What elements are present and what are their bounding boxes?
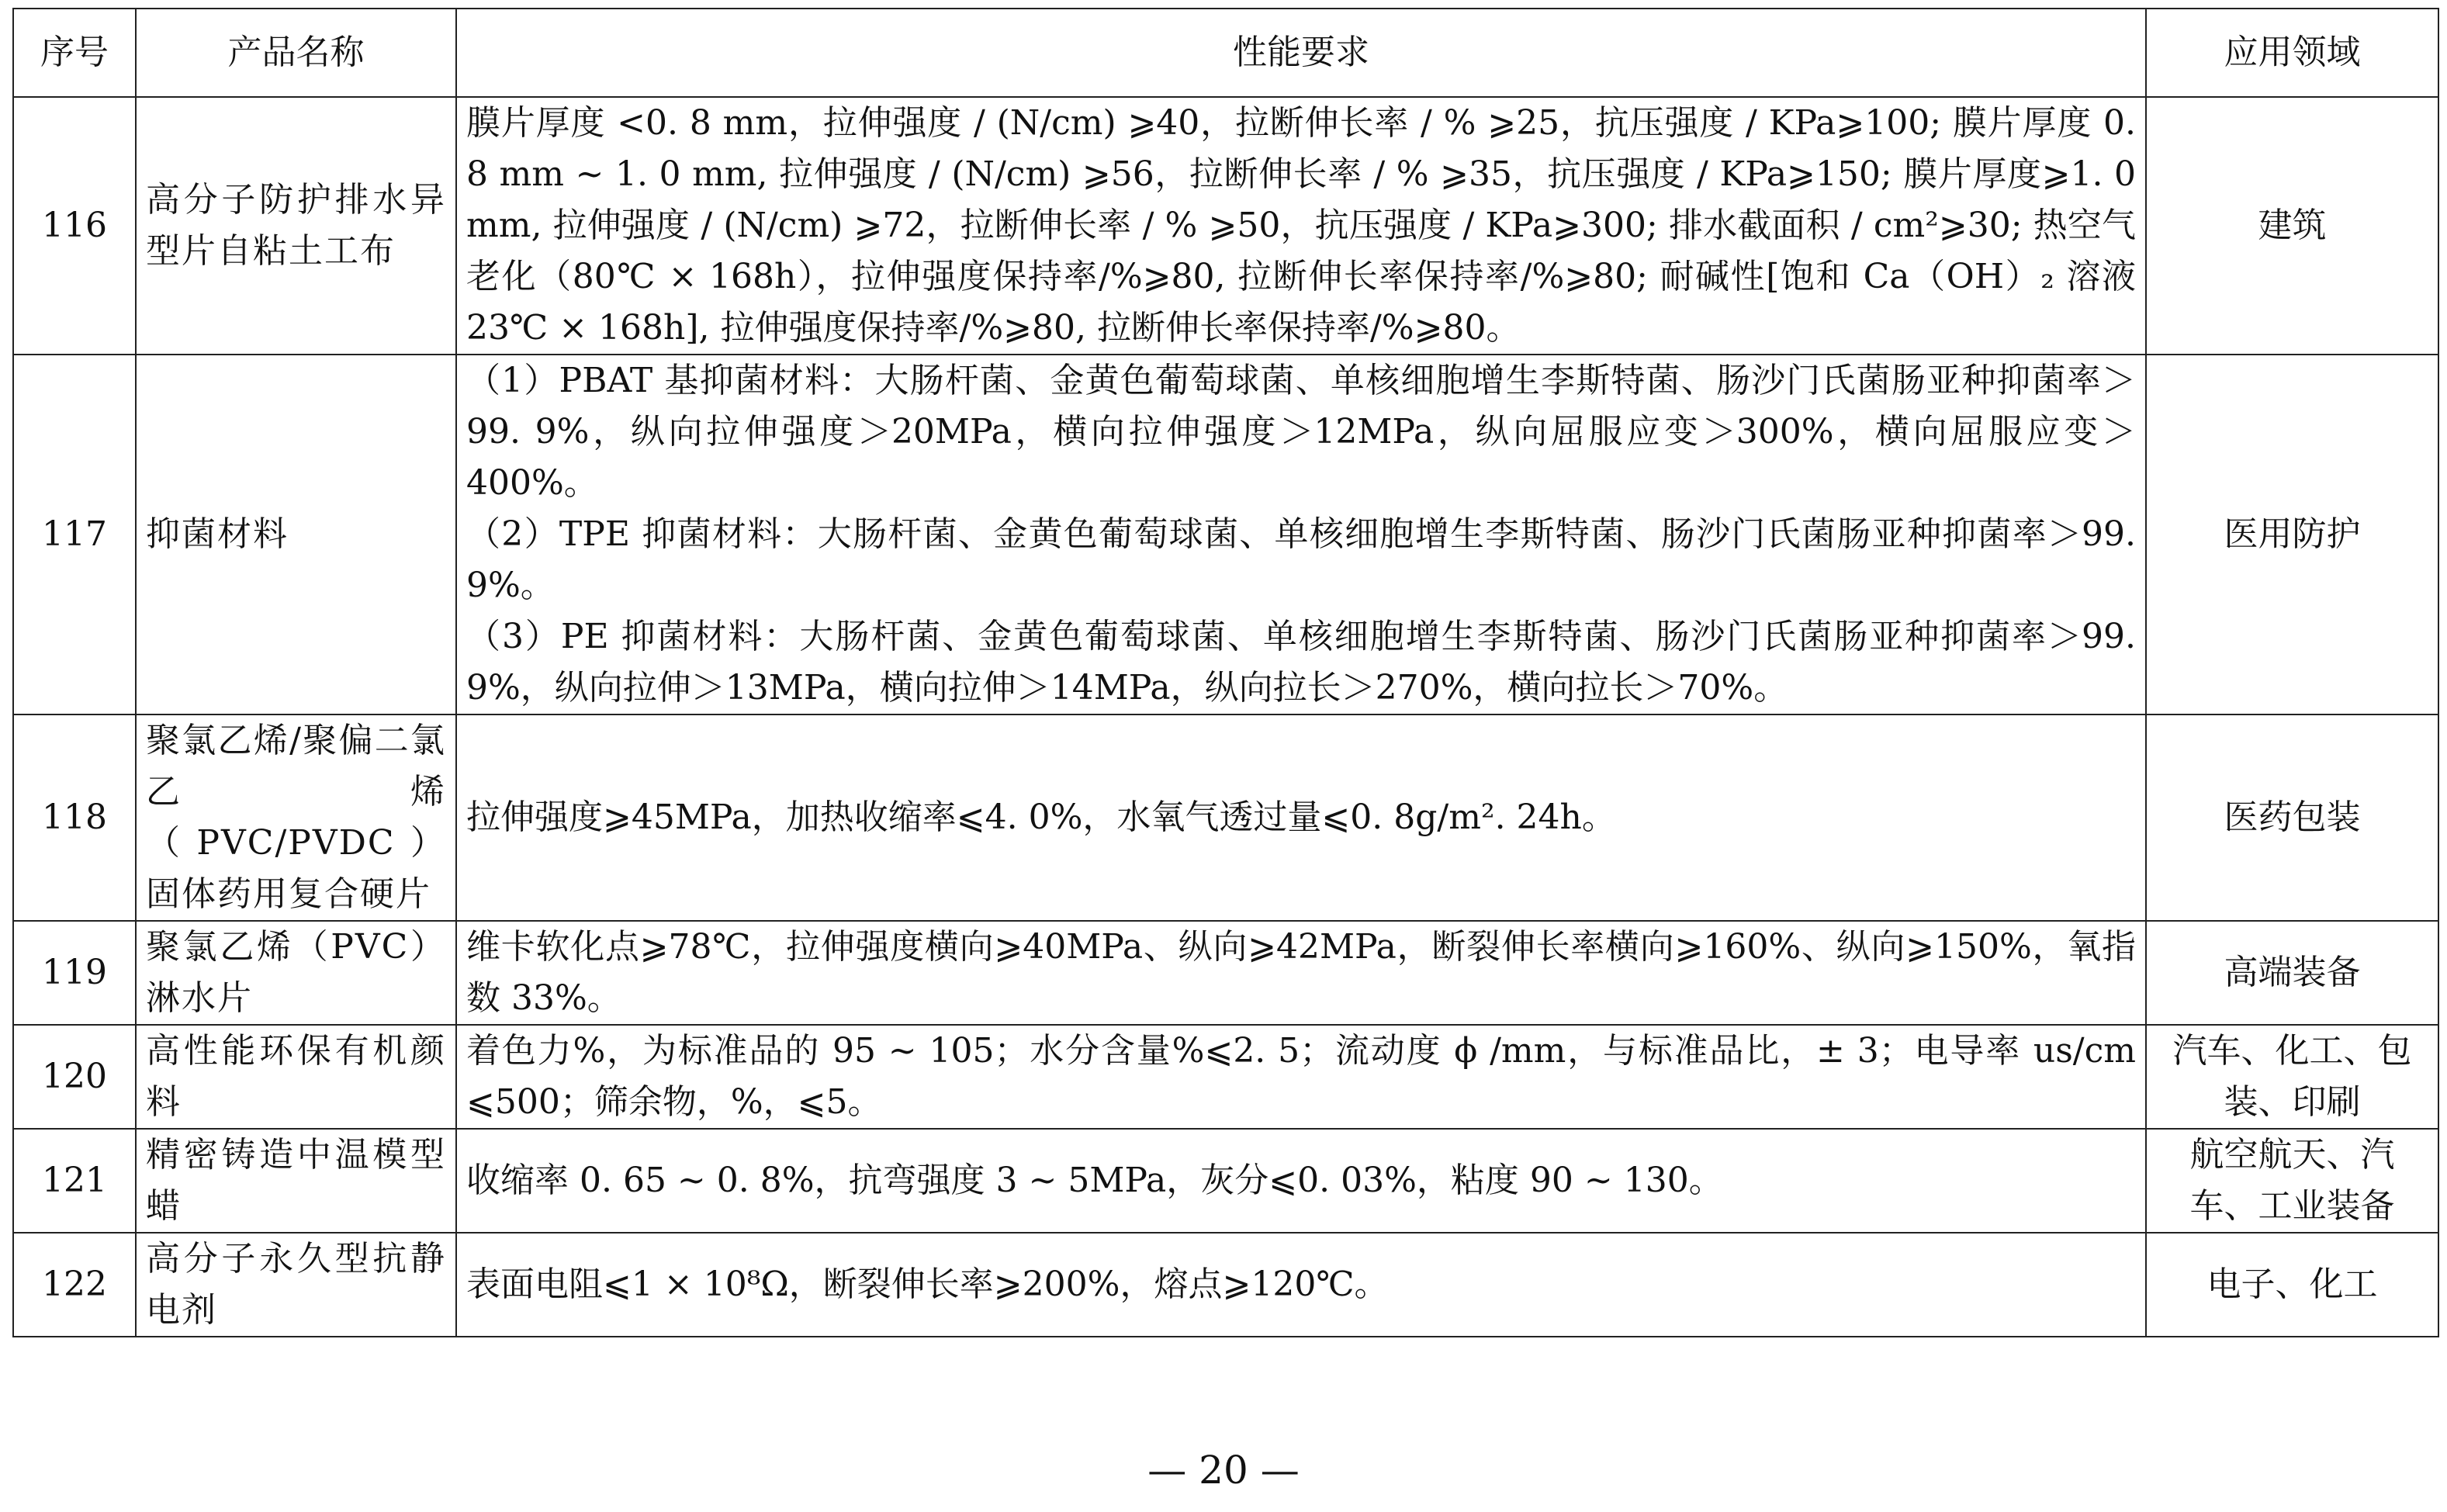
requirement-text: 拉伸强度⩾45MPa，加热收缩率⩽4. 0%，水氧气透过量⩽0. 8g/m². 24h。: [466, 798, 1616, 837]
application-field: 高端装备: [2146, 921, 2438, 1025]
header-requirements: 性能要求: [456, 9, 2146, 97]
product-name: 聚氯乙烯（PVC）淋水片: [136, 921, 456, 1025]
product-name: 抑菌材料: [136, 355, 456, 714]
product-name: 聚氯乙烯/聚偏二氯乙烯（PVC/PVDC）固体药用复合硬片: [136, 714, 456, 921]
table-row: [13, 1129, 2438, 1233]
table-row: [13, 355, 2438, 714]
requirement-text: （1）PBAT 基抑菌材料：大肠杆菌、金黄色葡萄球菌、单核细胞增生李斯特菌、肠沙门氏菌肠亚种抑菌率＞99. 9%，纵向拉伸强度＞20MPa，横向拉伸强度＞12MPa，纵向屈服应变＞300%，横向屈服应变＞400%。: [466, 361, 2136, 503]
row-number: 117: [13, 355, 136, 714]
row-number: 120: [13, 1025, 136, 1129]
application-field: 医药包装: [2146, 714, 2438, 921]
row-number: 118: [13, 714, 136, 921]
row-number: 119: [13, 921, 136, 1025]
application-field: 航空航天、汽车、工业装备: [2146, 1129, 2438, 1233]
requirement-text: 膜片厚度 <0. 8 mm，拉伸强度 / (N/cm) ⩾40，拉断伸长率 / % ⩾25，抗压强度 / KPa⩾100; 膜片厚度 0. 8 mm ~ 1. 0 mm, 拉伸强度 / (N/cm) ⩾56，拉断伸长率 / % ⩾35，抗压强度 / KPa⩾150; 膜片厚度⩾1. 0 mm, 拉伸强度 / (N/cm) ⩾72，拉断伸长率 / % ⩾50，抗压强度 / KPa⩾300; 排水截面积 / cm²⩾30; 热空气老化（80℃ × 168h），拉伸强度保持率/%⩾80, 拉断伸长率保持率/%⩾80; 耐碱性[饱和 Ca（OH）₂ 溶液 23℃ × 168h], 拉伸强度保持率/%⩾80, 拉断伸长率保持率/%⩾80。: [466, 103, 2136, 348]
application-field: 建筑: [2146, 97, 2438, 355]
product-name: 精密铸造中温模型蜡: [136, 1129, 456, 1233]
table-row: [13, 921, 2438, 1025]
row-number: 116: [13, 97, 136, 355]
application-field: 汽车、化工、包装、印刷: [2146, 1025, 2438, 1129]
table-row: [13, 97, 2438, 355]
performance-requirements: [456, 1129, 2146, 1233]
header-no: 序号: [13, 9, 136, 97]
product-name: 高性能环保有机颜料: [136, 1025, 456, 1129]
requirement-text: （2）TPE 抑菌材料：大肠杆菌、金黄色葡萄球菌、单核细胞增生李斯特菌、肠沙门氏菌肠亚种抑菌率＞99. 9%。: [466, 514, 2136, 605]
row-number: 122: [13, 1233, 136, 1337]
performance-requirements: [456, 355, 2146, 714]
requirement-text: 维卡软化点⩾78℃，拉伸强度横向⩾40MPa、纵向⩾42MPa，断裂伸长率横向⩾160%、纵向⩾150%，氧指数 33%。: [466, 927, 2136, 1018]
requirement-text: 表面电阻⩽1 × 10⁸Ω，断裂伸长率⩾200%，熔点⩾120℃。: [466, 1265, 1389, 1304]
header-product-name: 产品名称: [136, 9, 456, 97]
performance-requirements: [456, 921, 2146, 1025]
performance-requirements: [456, 1025, 2146, 1129]
requirement-text: 着色力%，为标准品的 95 ~ 105；水分含量%⩽2. 5；流动度 ϕ /mm，与标准品比，± 3；电导率 us/cm ⩽500；筛余物，%，⩽5。: [466, 1031, 2136, 1122]
row-number: 121: [13, 1129, 136, 1233]
requirement-text: （3）PE 抑菌材料：大肠杆菌、金黄色葡萄球菌、单核细胞增生李斯特菌、肠沙门氏菌肠亚种抑菌率＞99. 9%，纵向拉伸＞13MPa，横向拉伸＞14MPa，纵向拉长＞270%，横向拉长＞70%。: [466, 617, 2136, 708]
product-name: 高分子防护排水异型片自粘土工布: [136, 97, 456, 355]
performance-requirements: [456, 714, 2146, 921]
requirement-text: 收缩率 0. 65 ~ 0. 8%，抗弯强度 3 ~ 5MPa，灰分⩽0. 03%，粘度 90 ~ 130。: [466, 1161, 1723, 1200]
performance-requirements: [456, 97, 2146, 355]
application-field: 医用防护: [2146, 355, 2438, 714]
table-header-row: [13, 9, 2438, 97]
header-application-field: 应用领域: [2146, 9, 2438, 97]
product-spec-table: [12, 8, 2439, 1337]
page-number: — 20 —: [1147, 1448, 1300, 1493]
table-row: [13, 1233, 2438, 1337]
product-name: 高分子永久型抗静电剂: [136, 1233, 456, 1337]
table-row: [13, 1025, 2438, 1129]
table-row: [13, 714, 2438, 921]
application-field: 电子、化工: [2146, 1233, 2438, 1337]
performance-requirements: [456, 1233, 2146, 1337]
